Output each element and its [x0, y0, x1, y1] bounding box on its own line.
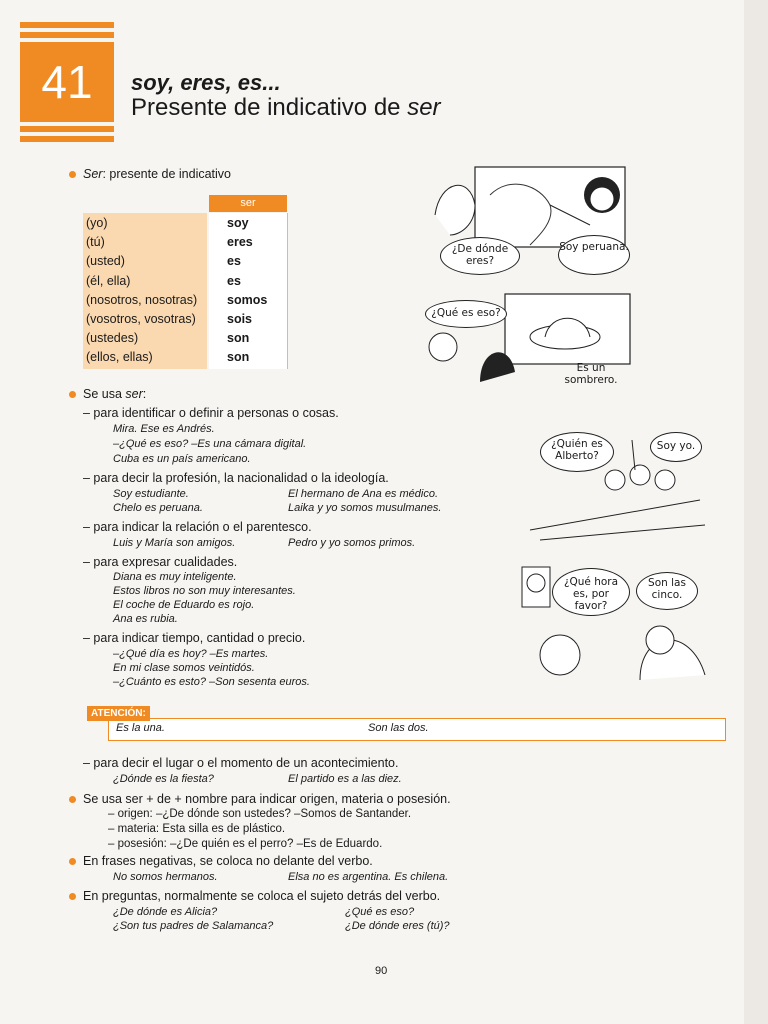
example: ¿De dónde eres (tú)? — [345, 920, 450, 932]
pronoun: (tú) — [86, 235, 105, 250]
verb-form: son — [227, 350, 250, 365]
example: Mira. Ese es Andrés. — [113, 423, 215, 435]
negative-heading: En frases negativas, se coloca no delante del verbo. — [83, 854, 373, 868]
conjugation-row — [86, 293, 286, 312]
example: Diana es muy inteligente. — [113, 571, 237, 583]
bullet — [69, 171, 76, 178]
example: Son las dos. — [368, 722, 429, 734]
example: Elsa no es argentina. Es chilena. — [288, 871, 449, 883]
table-header: ser — [209, 195, 287, 212]
unit-title: soy, eres, es... — [131, 70, 281, 95]
pronoun: (vosotros, vosotras) — [86, 311, 196, 326]
example: ¿De dónde es Alicia? — [113, 906, 218, 918]
verb-form: sois — [227, 311, 253, 326]
conjugation-table — [86, 216, 286, 370]
conjugation-row — [86, 331, 286, 350]
example: ¿Son tus padres de Salamanca? — [113, 920, 274, 932]
verb-form: soy — [227, 216, 249, 230]
possession-line: – posesión: –¿De quién es el perro? –Es de Eduardo. — [108, 838, 383, 850]
pronoun: (usted) — [86, 254, 125, 269]
conjugation-row — [86, 216, 286, 235]
bullet — [69, 796, 76, 803]
example: ¿Qué es eso? — [345, 906, 415, 918]
speech-bubble: ¿Qué es eso? — [425, 300, 507, 328]
attention-label: ATENCIÓN: — [87, 706, 150, 721]
origin-heading: Se usa ser + de + nombre para indicar origen, materia o posesión. — [83, 792, 451, 806]
caption: Es un sombrero. — [564, 362, 618, 386]
example: Es la una. — [116, 722, 165, 734]
conjugation-row — [86, 312, 286, 331]
example: Ana es rubia. — [113, 613, 178, 625]
bullet — [69, 391, 76, 398]
section-heading: Ser: presente de indicativo — [83, 167, 232, 181]
example: Laika y yo somos musulmanes. — [288, 502, 442, 514]
speech-bubble: Soy yo. — [650, 432, 702, 462]
use-identify: – para identificar o definir a personas o cosas. — [83, 406, 339, 420]
unit-number: 41 — [20, 42, 114, 122]
speech-bubble: ¿Quién es Alberto? — [540, 432, 614, 472]
example: Chelo es peruana. — [113, 502, 203, 514]
example: –¿Qué es eso? –Es una cámara digital. — [113, 438, 307, 450]
questions-heading: En preguntas, normalmente se coloca el sujeto detrás del verbo. — [83, 889, 441, 903]
example: Luis y María son amigos. — [113, 537, 236, 549]
example: No somos hermanos. — [113, 871, 218, 883]
pronoun: (ellos, ellas) — [86, 350, 153, 365]
use-relation: – para indicar la relación o el parentesco. — [83, 520, 312, 534]
verb-form: eres — [227, 235, 253, 250]
pronoun: (ustedes) — [86, 331, 139, 346]
use-qualities: – para expresar cualidades. — [83, 555, 238, 569]
example: Soy estudiante. — [113, 488, 189, 500]
page-edge — [744, 0, 768, 1024]
example: El coche de Eduardo es rojo. — [113, 599, 255, 611]
bullet — [69, 858, 76, 865]
use-place: – para decir el lugar o el momento de un acontecimiento. — [83, 756, 399, 770]
speech-bubble: Soy peruana. — [558, 235, 630, 275]
example: Pedro y yo somos primos. — [288, 537, 416, 549]
example: –¿Qué día es hoy? –Es martes. — [113, 648, 269, 660]
speech-bubble: ¿Qué hora es, por favor? — [552, 568, 630, 616]
example: ¿Dónde es la fiesta? — [113, 773, 214, 785]
pronoun: (nosotros, nosotras) — [86, 292, 198, 307]
example: –¿Cuánto es esto? –Son sesenta euros. — [113, 676, 310, 688]
verb-form: son — [227, 331, 250, 346]
conjugation-row — [86, 254, 286, 273]
unit-subtitle: Presente de indicativo de ser — [131, 94, 441, 121]
example: Cuba es un país americano. — [113, 453, 251, 465]
unit-number-box — [20, 22, 114, 142]
example: Estos libros no son muy interesantes. — [113, 585, 296, 597]
verb-form: es — [227, 273, 241, 288]
page-number: 90 — [375, 965, 388, 977]
conjugation-row — [86, 235, 286, 254]
pronoun: (yo) — [86, 216, 108, 230]
use-time: – para indicar tiempo, cantidad o precio. — [83, 631, 306, 645]
uses-heading: Se usa ser: — [83, 387, 147, 401]
speech-bubble: Son las cinco. — [636, 572, 698, 610]
example: En mi clase somos veintidós. — [113, 662, 255, 674]
example: El hermano de Ana es médico. — [288, 488, 439, 500]
conjugation-row — [86, 274, 286, 293]
origin-line: – origen: –¿De dónde son ustedes? –Somos de Santander. — [108, 808, 412, 820]
verb-form: es — [227, 254, 241, 269]
speech-bubble: ¿De dónde eres? — [440, 237, 520, 275]
example: El partido es a las diez. — [288, 773, 402, 785]
bullet — [69, 893, 76, 900]
conjugation-row — [86, 350, 286, 369]
pronoun: (él, ella) — [86, 273, 131, 288]
verb-form: somos — [227, 292, 268, 307]
material-line: – materia: Esta silla es de plástico. — [108, 823, 286, 835]
use-profession: – para decir la profesión, la nacionalidad o la ideología. — [83, 471, 389, 485]
